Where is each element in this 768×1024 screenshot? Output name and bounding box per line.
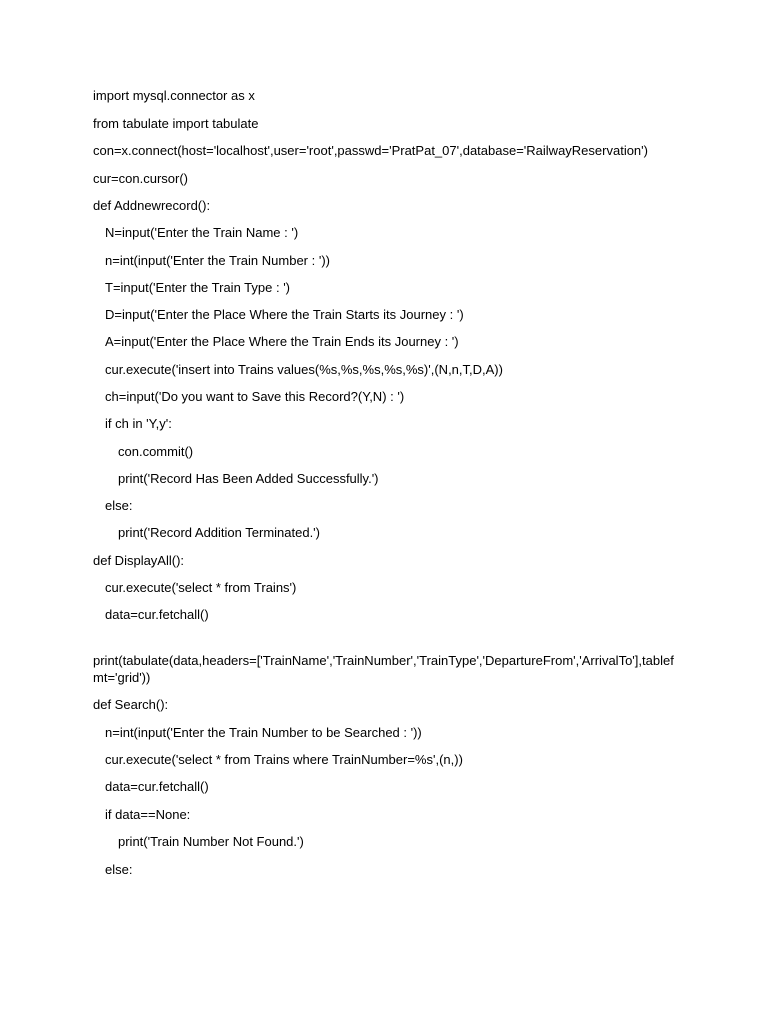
code-line: def DisplayAll(): <box>93 553 185 568</box>
code-line: print('Train Number Not Found.') <box>118 834 304 849</box>
code-line: data=cur.fetchall() <box>105 779 209 794</box>
code-line: con.commit() <box>118 444 194 459</box>
code-line: else: <box>105 498 133 513</box>
code-line: n=int(input('Enter the Train Number to be Searched : ')) <box>105 725 422 740</box>
code-line: ch=input('Do you want to Save this Record?(Y,N) : ') <box>105 389 405 404</box>
code-line: else: <box>105 862 133 877</box>
code-line: cur.execute('select * from Trains') <box>105 580 297 595</box>
code-line: def Search(): <box>93 697 169 712</box>
code-line: T=input('Enter the Train Type : ') <box>105 280 291 295</box>
code-line: print('Record Has Been Added Successfully.') <box>118 471 379 486</box>
code-line: cur.execute('select * from Trains where TrainNumber=%s',(n,)) <box>105 752 463 767</box>
code-line: n=int(input('Enter the Train Number : ')) <box>105 253 330 268</box>
code-line: import mysql.connector as x <box>93 88 255 103</box>
code-line: data=cur.fetchall() <box>105 607 209 622</box>
code-line: con=x.connect(host='localhost',user='root',passwd='PratPat_07',database='RailwayReservation') <box>93 143 648 158</box>
code-line: def Addnewrecord(): <box>93 198 211 213</box>
code-line: if data==None: <box>105 807 191 822</box>
code-line: print('Record Addition Terminated.') <box>118 525 320 540</box>
code-line: cur.execute('insert into Trains values(%s,%s,%s,%s,%s)',(N,n,T,D,A)) <box>105 362 503 377</box>
code-line: N=input('Enter the Train Name : ') <box>105 225 299 240</box>
code-line: cur=con.cursor() <box>93 171 188 186</box>
code-line: A=input('Enter the Place Where the Train Ends its Journey : ') <box>105 334 459 349</box>
code-line: from tabulate import tabulate <box>93 116 259 131</box>
code-line: print(tabulate(data,headers=['TrainName','TrainNumber','TrainType','DepartureFrom','ArrivalTo'],tablefmt='grid')) <box>93 653 674 685</box>
code-line: if ch in 'Y,y': <box>105 416 172 431</box>
code-line: D=input('Enter the Place Where the Train Starts its Journey : ') <box>105 307 464 322</box>
